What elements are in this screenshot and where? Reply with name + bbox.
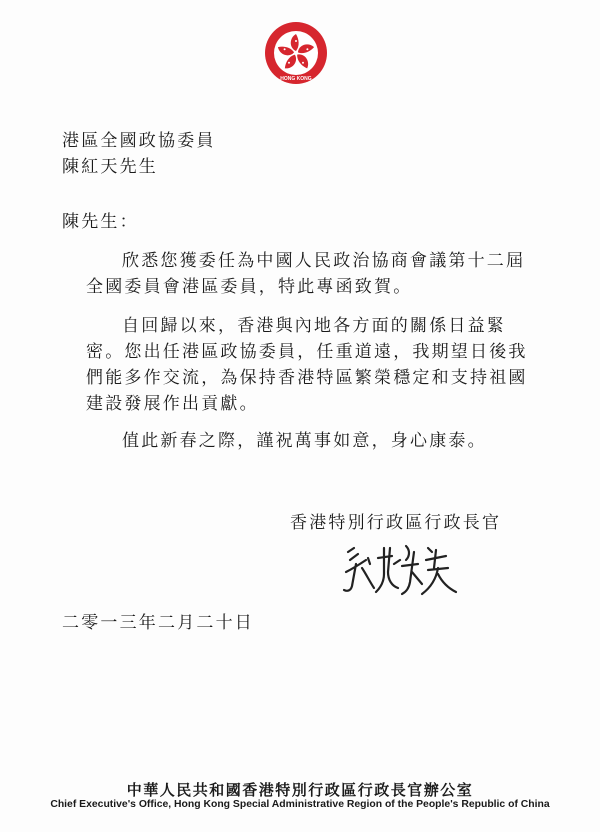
paragraph-line: 們能多作交流，為保持香港特區繁榮穩定和支持祖國 <box>86 368 528 388</box>
body-paragraph-3 <box>86 428 556 454</box>
paragraph-line: 全國委員會港區委員，特此專函致賀。 <box>86 277 413 297</box>
paragraph-line: 值此新春之際，謹祝萬事如意，身心康泰。 <box>122 431 487 451</box>
paragraph-line: 密。您出任港區政協委員，任重道遠，我期望日後我 <box>86 342 528 362</box>
letter-date: 二零一三年二月二十日 <box>62 613 254 633</box>
recipient-name: 陳紅天先生 <box>62 157 158 177</box>
hong-kong-emblem-icon <box>263 20 329 86</box>
recipient-title: 港區全國政協委員 <box>62 131 216 151</box>
paragraph-line: 自回歸以來，香港與內地各方面的關係日益緊 <box>122 316 506 336</box>
body-paragraph-2 <box>86 313 556 417</box>
office-name-chinese: 中華人民共和國香港特別行政區行政長官辦公室 <box>126 781 474 799</box>
paragraph-line: 欣悉您獲委任為中國人民政治協商會議第十二屆 <box>122 251 526 271</box>
body-paragraph-1 <box>86 248 556 300</box>
paragraph-line: 建設發展作出貢獻。 <box>86 394 259 414</box>
salutation: 陳先生： <box>62 212 139 232</box>
office-name-english: Chief Executive's Office, Hong Kong Special Administrative Region of the People's Republic of China <box>50 799 550 810</box>
handwritten-signature <box>340 538 460 604</box>
sender-title: 香港特別行政區行政長官 <box>290 513 502 533</box>
svg-text:HONG KONG: HONG KONG <box>280 76 312 82</box>
